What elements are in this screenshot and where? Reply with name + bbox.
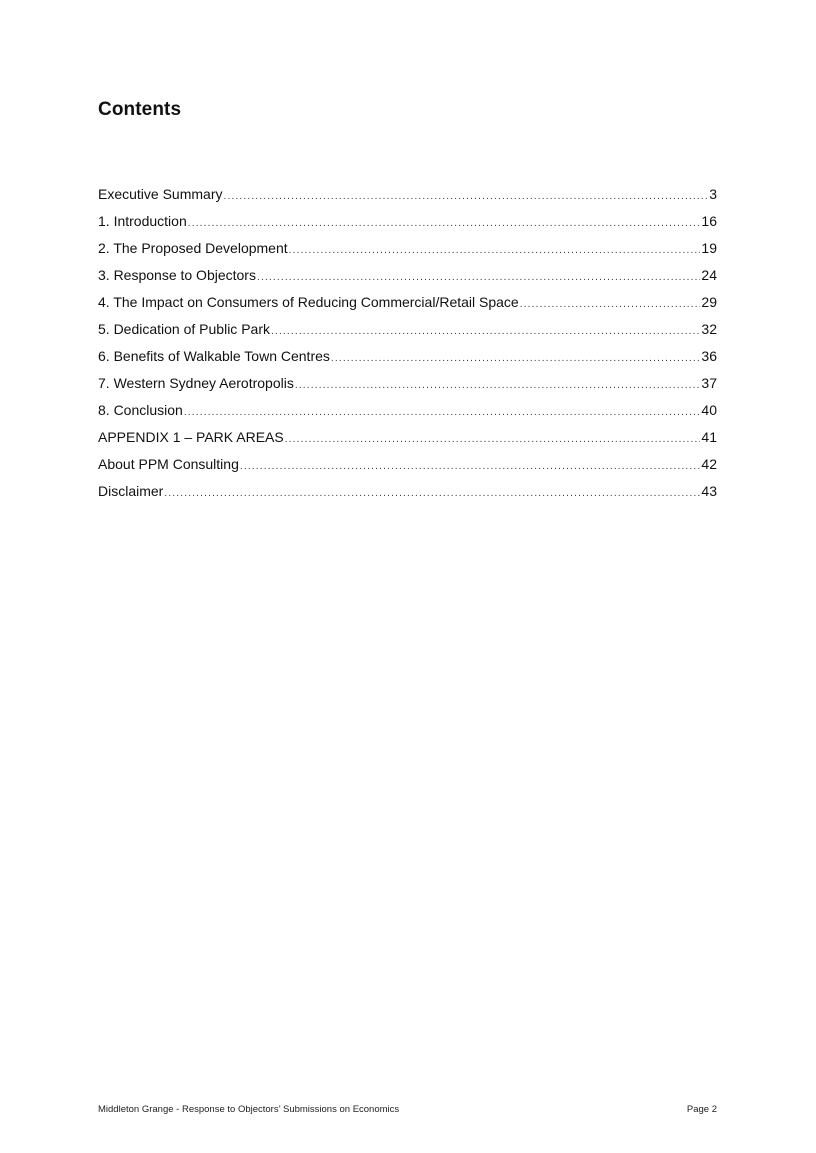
toc-entry-page-number: 40 [701, 402, 717, 418]
toc-entry-response-to-objectors[interactable] [98, 264, 717, 291]
toc-entry-label: 4. The Impact on Consumers of Reducing Commercial/Retail Space [98, 294, 519, 310]
toc-entry-about-ppm-consulting[interactable] [98, 453, 717, 480]
toc-entry-label: 5. Dedication of Public Park [98, 321, 270, 337]
footer-document-title: Middleton Grange - Response to Objectors’ Submissions on Economics [98, 1104, 400, 1115]
toc-entry-page-number: 41 [701, 429, 717, 445]
table-of-contents [98, 183, 717, 507]
dot-leader [257, 267, 700, 289]
toc-entry-label: 3. Response to Objectors [98, 267, 256, 283]
toc-entry-label: 8. Conclusion [98, 402, 183, 418]
footer-page-number: Page 2 [686, 1104, 717, 1115]
page-title: Contents [98, 99, 182, 120]
toc-entry-dedication-of-public-park[interactable] [98, 318, 717, 345]
toc-entry-page-number: 19 [701, 240, 717, 256]
toc-entry-label: About PPM Consulting [98, 456, 239, 472]
toc-entry-page-number: 32 [701, 321, 717, 337]
toc-entry-label: 2. The Proposed Development [98, 240, 288, 256]
dot-leader [520, 294, 701, 316]
dot-leader [223, 186, 708, 208]
toc-entry-label: Disclaimer [98, 483, 164, 499]
toc-entry-introduction[interactable] [98, 210, 717, 237]
toc-entry-page-number: 29 [701, 294, 717, 310]
toc-entry-page-number: 42 [701, 456, 717, 472]
toc-entry-page-number: 36 [701, 348, 717, 364]
toc-entry-executive-summary[interactable] [98, 183, 717, 210]
toc-entry-label: Executive Summary [98, 186, 223, 202]
toc-entry-label: 6. Benefits of Walkable Town Centres [98, 348, 330, 364]
page-footer [98, 1104, 717, 1115]
dot-leader [164, 483, 700, 505]
toc-entry-label: 1. Introduction [98, 213, 187, 229]
toc-entry-appendix-park-areas[interactable] [98, 426, 717, 453]
toc-entry-label: 7. Western Sydney Aerotropolis [98, 375, 294, 391]
dot-leader [289, 240, 701, 262]
dot-leader [271, 321, 700, 343]
toc-entry-walkable-town-centres[interactable] [98, 345, 717, 372]
toc-entry-page-number: 24 [701, 267, 717, 283]
toc-entry-conclusion[interactable] [98, 399, 717, 426]
toc-entry-page-number: 37 [701, 375, 717, 391]
toc-entry-disclaimer[interactable] [98, 480, 717, 507]
dot-leader [295, 375, 701, 397]
toc-entry-western-sydney-aerotropolis[interactable] [98, 372, 717, 399]
dot-leader [331, 348, 701, 370]
toc-entry-page-number: 16 [701, 213, 717, 229]
toc-entry-page-number: 3 [709, 186, 717, 202]
toc-entry-page-number: 43 [701, 483, 717, 499]
dot-leader [188, 213, 701, 235]
dot-leader [285, 429, 701, 451]
toc-entry-impact-on-consumers[interactable] [98, 291, 717, 318]
toc-entry-proposed-development[interactable] [98, 237, 717, 264]
dot-leader [240, 456, 701, 478]
dot-leader [184, 402, 701, 424]
toc-entry-label: APPENDIX 1 – PARK AREAS [98, 429, 284, 445]
